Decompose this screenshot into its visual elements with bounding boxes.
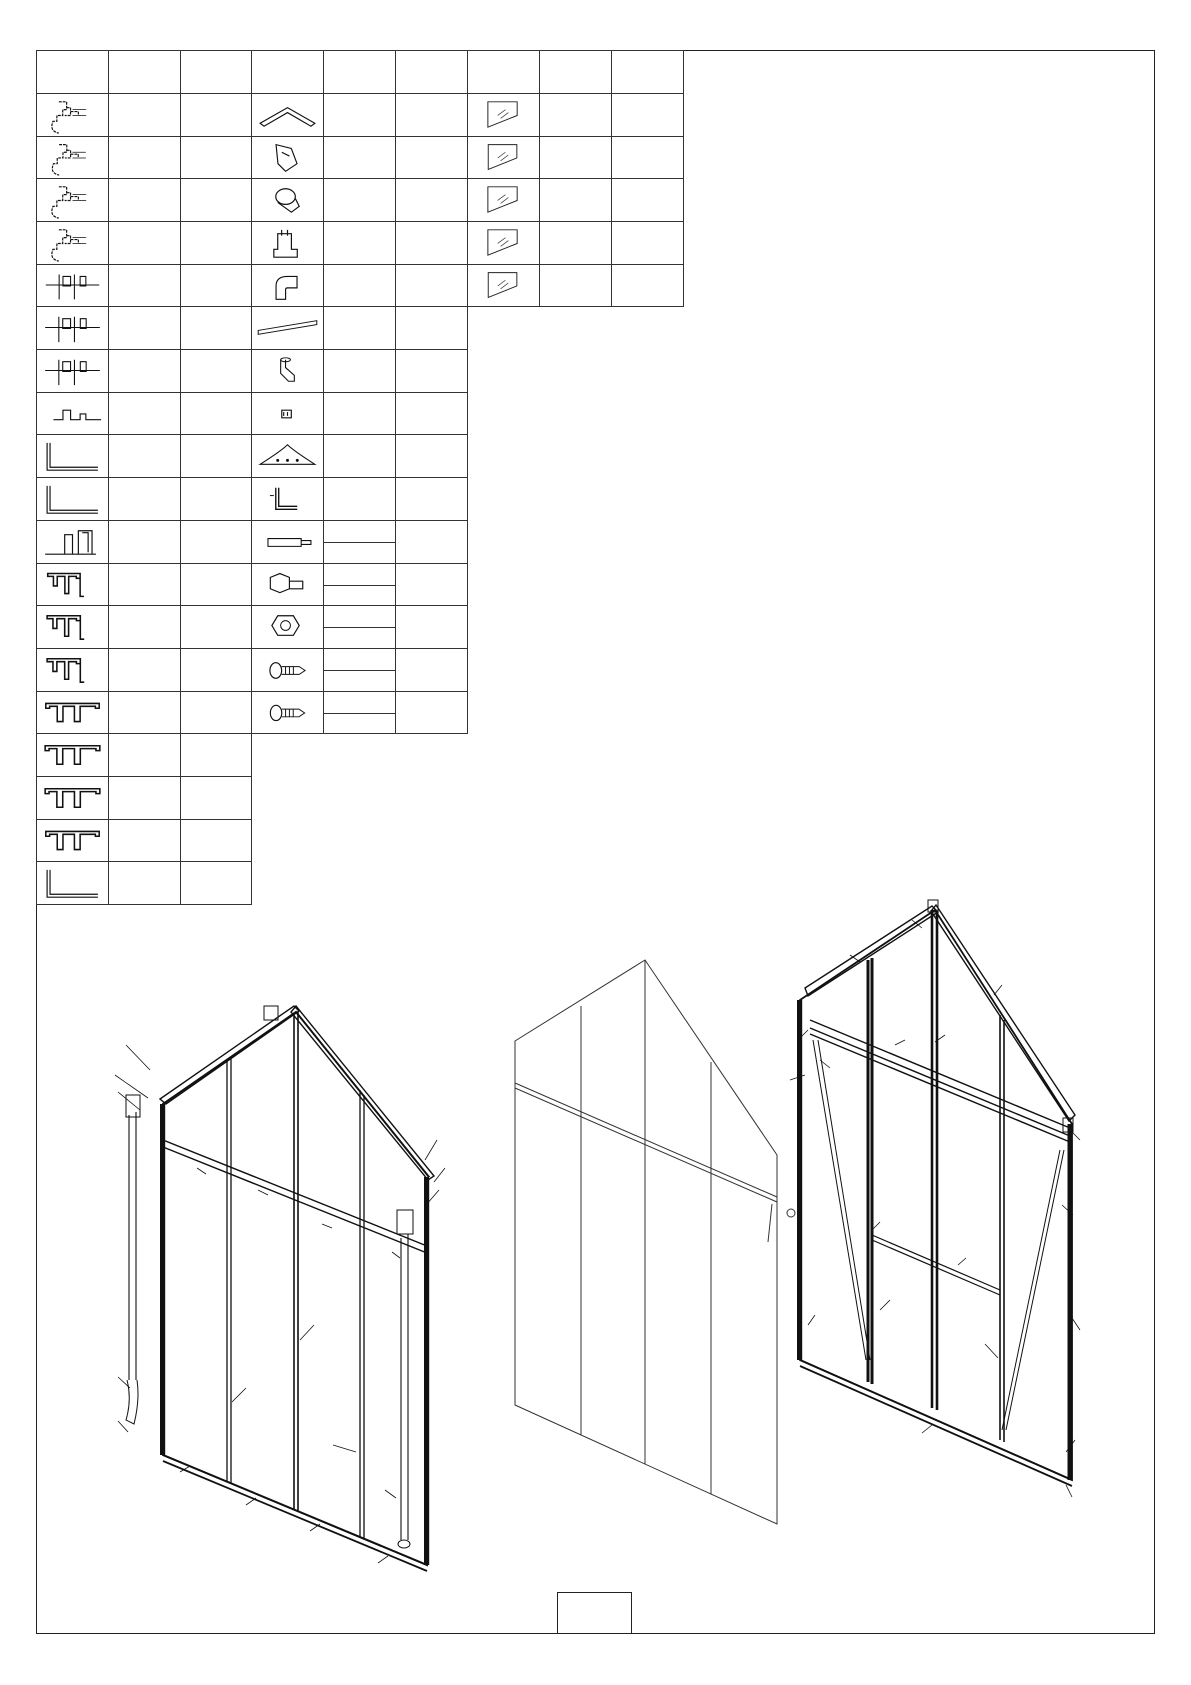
fitting-qty-cell xyxy=(395,520,468,564)
profile-code-cell xyxy=(108,605,181,649)
profile-cell xyxy=(36,178,109,222)
profile-cell xyxy=(36,349,109,393)
fitting-cell xyxy=(251,392,324,435)
profile-qty-cell xyxy=(180,520,252,564)
profile-code-cell xyxy=(108,306,181,350)
fitting-cell xyxy=(251,691,324,734)
fitting-cell xyxy=(251,605,324,649)
fitting-code-cell xyxy=(323,563,396,606)
profile-cell xyxy=(36,605,109,649)
profile-cell xyxy=(36,520,109,564)
fitting-cell xyxy=(251,264,324,307)
cell-divider xyxy=(324,585,395,586)
profile-cell xyxy=(36,691,109,734)
fitting-cell xyxy=(251,434,324,478)
table-header-cell xyxy=(611,50,684,94)
page-number-box xyxy=(557,1592,632,1634)
glazing-bar-icon xyxy=(37,606,108,648)
cross-profile-icon xyxy=(37,350,108,392)
fitting-code-cell xyxy=(323,691,396,734)
glass-cell xyxy=(467,178,540,222)
glass-cell xyxy=(467,221,540,265)
profile-qty-cell xyxy=(180,861,252,905)
profile-cell xyxy=(36,136,109,179)
glass-pane-icon xyxy=(468,265,539,306)
profile-code-cell xyxy=(108,819,181,862)
profile-qty-cell xyxy=(180,563,252,606)
profile-cell xyxy=(36,221,109,265)
fitting-code-cell xyxy=(323,392,396,435)
profile-code-cell xyxy=(108,178,181,222)
profile-cell xyxy=(36,306,109,350)
gutter-clip-icon xyxy=(252,137,323,178)
glass-qty-cell xyxy=(611,93,684,137)
fitting-qty-cell xyxy=(395,434,468,478)
corner-profile-icon xyxy=(37,179,108,221)
fitting-cell xyxy=(251,563,324,606)
profile-code-cell xyxy=(108,264,181,307)
downpipe-outlet-icon xyxy=(252,350,323,392)
profile-qty-cell xyxy=(180,434,252,478)
profile-qty-cell xyxy=(180,733,252,777)
profile-cell xyxy=(36,776,109,820)
fitting-qty-cell xyxy=(395,349,468,393)
profile-code-cell xyxy=(108,776,181,820)
fitting-qty-cell xyxy=(395,392,468,435)
profile-qty-cell xyxy=(180,93,252,137)
nut-icon xyxy=(252,606,323,648)
profile-qty-cell xyxy=(180,264,252,307)
elbow-connector-icon xyxy=(252,265,323,306)
profile-qty-cell xyxy=(180,477,252,521)
profile-code-cell xyxy=(108,563,181,606)
fitting-code-cell xyxy=(323,93,396,137)
ridge-bracket-icon xyxy=(252,94,323,136)
fitting-code-cell xyxy=(323,349,396,393)
table-header-cell xyxy=(323,50,396,94)
glass-pane-icon xyxy=(468,222,539,264)
profile-qty-cell xyxy=(180,776,252,820)
glass-pane-icon xyxy=(468,179,539,221)
glass-code-cell xyxy=(539,136,612,179)
profile-cell xyxy=(36,861,109,905)
fitting-qty-cell xyxy=(395,178,468,222)
twin-glazing-bar-icon xyxy=(37,777,108,819)
table-header-cell xyxy=(467,50,540,94)
glass-qty-cell xyxy=(611,136,684,179)
table-header-cell xyxy=(180,50,252,94)
profile-qty-cell xyxy=(180,221,252,265)
fitting-qty-cell xyxy=(395,136,468,179)
glass-pane-icon xyxy=(468,94,539,136)
glass-code-cell xyxy=(539,221,612,265)
fitting-qty-cell xyxy=(395,477,468,521)
fitting-cell xyxy=(251,306,324,350)
gable-plate-icon xyxy=(252,435,323,477)
l-bracket-icon xyxy=(252,478,323,520)
profile-code-cell xyxy=(108,93,181,137)
fitting-cell xyxy=(251,221,324,265)
fitting-qty-cell xyxy=(395,306,468,350)
fitting-qty-cell xyxy=(395,605,468,649)
fitting-cell xyxy=(251,349,324,393)
angle-profile-icon xyxy=(37,862,108,904)
profile-qty-cell xyxy=(180,349,252,393)
profile-qty-cell xyxy=(180,605,252,649)
profile-cell xyxy=(36,819,109,862)
bracket-icon xyxy=(252,222,323,264)
glass-code-cell xyxy=(539,264,612,307)
fitting-qty-cell xyxy=(395,563,468,606)
profile-qty-cell xyxy=(180,648,252,692)
glass-cell xyxy=(467,136,540,179)
glass-pane-icon xyxy=(468,137,539,178)
profile-cell xyxy=(36,434,109,478)
cell-divider xyxy=(324,670,395,671)
profile-cell xyxy=(36,733,109,777)
screw-icon xyxy=(252,692,323,733)
fitting-cell xyxy=(251,477,324,521)
corner-profile-icon xyxy=(37,94,108,136)
table-header-cell xyxy=(108,50,181,94)
profile-qty-cell xyxy=(180,819,252,862)
profile-code-cell xyxy=(108,434,181,478)
fitting-cell xyxy=(251,520,324,564)
corner-profile-icon xyxy=(37,222,108,264)
profile-cell xyxy=(36,264,109,307)
fitting-qty-cell xyxy=(395,221,468,265)
fitting-code-cell xyxy=(323,306,396,350)
corner-connector-icon xyxy=(252,179,323,221)
profile-code-cell xyxy=(108,349,181,393)
twin-glazing-bar-icon xyxy=(37,692,108,733)
fitting-qty-cell xyxy=(395,648,468,692)
bolt-icon xyxy=(252,564,323,605)
cell-divider xyxy=(324,713,395,714)
cell-divider xyxy=(324,627,395,628)
profile-cell xyxy=(36,563,109,606)
table-header-cell xyxy=(395,50,468,94)
profile-qty-cell xyxy=(180,178,252,222)
angle-profile-icon xyxy=(37,435,108,477)
fitting-cell xyxy=(251,136,324,179)
profile-qty-cell xyxy=(180,306,252,350)
profile-cell xyxy=(36,648,109,692)
profile-cell xyxy=(36,392,109,435)
fitting-code-cell xyxy=(323,178,396,222)
screw-icon xyxy=(252,649,323,691)
profile-code-cell xyxy=(108,648,181,692)
profile-qty-cell xyxy=(180,392,252,435)
cell-divider xyxy=(324,542,395,543)
glass-qty-cell xyxy=(611,264,684,307)
profile-code-cell xyxy=(108,520,181,564)
fitting-code-cell xyxy=(323,136,396,179)
profile-code-cell xyxy=(108,861,181,905)
profile-code-cell xyxy=(108,136,181,179)
corner-profile-icon xyxy=(37,137,108,178)
fitting-qty-cell xyxy=(395,691,468,734)
glazing-bar-icon xyxy=(37,649,108,691)
twin-glazing-bar-icon xyxy=(37,734,108,776)
twin-glazing-bar-icon xyxy=(37,820,108,861)
profile-code-cell xyxy=(108,733,181,777)
profile-code-cell xyxy=(108,477,181,521)
glazing-bar-icon xyxy=(37,564,108,605)
fitting-code-cell xyxy=(323,477,396,521)
glass-cell xyxy=(467,93,540,137)
cross-profile-icon xyxy=(37,307,108,349)
profile-qty-cell xyxy=(180,136,252,179)
glass-qty-cell xyxy=(611,178,684,222)
fitting-code-cell xyxy=(323,520,396,564)
profile-code-cell xyxy=(108,221,181,265)
glass-cell xyxy=(467,264,540,307)
fitting-code-cell xyxy=(323,648,396,692)
glass-qty-cell xyxy=(611,221,684,265)
profile-cell xyxy=(36,93,109,137)
profile-code-cell xyxy=(108,392,181,435)
glass-code-cell xyxy=(539,93,612,137)
table-header-cell xyxy=(539,50,612,94)
profile-cell xyxy=(36,477,109,521)
cross-profile-icon xyxy=(37,265,108,306)
anchor-bolt-icon xyxy=(252,521,323,563)
angle-profile-icon xyxy=(37,478,108,520)
fitting-code-cell xyxy=(323,605,396,649)
door-profile-icon xyxy=(37,521,108,563)
fitting-code-cell xyxy=(323,264,396,307)
fitting-qty-cell xyxy=(395,264,468,307)
fitting-code-cell xyxy=(323,221,396,265)
glass-code-cell xyxy=(539,178,612,222)
fitting-cell xyxy=(251,93,324,137)
fitting-code-cell xyxy=(323,434,396,478)
downpipe-icon xyxy=(252,307,323,349)
profile-code-cell xyxy=(108,691,181,734)
table-header-cell xyxy=(251,50,324,94)
fitting-cell xyxy=(251,178,324,222)
clip-icon xyxy=(252,393,323,434)
fitting-qty-cell xyxy=(395,93,468,137)
sill-profile-icon xyxy=(37,393,108,434)
table-header-cell xyxy=(36,50,109,94)
profile-qty-cell xyxy=(180,691,252,734)
fitting-cell xyxy=(251,648,324,692)
